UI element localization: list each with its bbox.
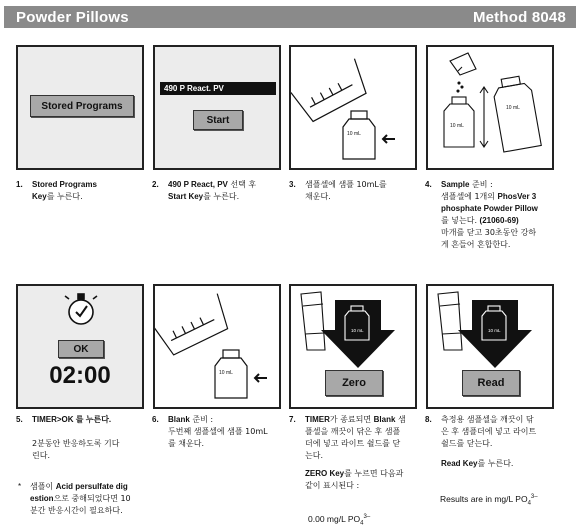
step-6: 6. Blank 준비 : 두번째 샘플셀에 샘플 10mL 를 채운다. [152,415,268,448]
start-button[interactable]: Start [193,110,243,130]
zero-button[interactable]: Zero [325,370,383,396]
step-2: 2. 490 P React, PV 선택 후 Start Key를 누른다. [152,180,257,201]
bottle-label: 10 mL [347,131,361,137]
bottle-label-b: 10 mL [506,105,520,111]
add-reagent-illustration [428,47,554,170]
stored-programs-button[interactable]: Stored Programs [30,95,134,117]
page-header [4,6,576,28]
timer-display: 02:00 [49,362,111,389]
panel-1 [16,45,144,170]
panel-6 [153,284,281,409]
bottle-label-a: 10 mL [450,123,464,129]
footnote: * 샘플이 Acid persulfate dig estion으로 중해되었다면 10 분간 반응시간이 필요하다. [18,482,131,515]
panel-2 [153,45,281,170]
zero-result-reading: 0.00 mg/L $PO_4^{3-}$ [308,514,371,527]
step-7: 7. TIMER가 종료되면 Blank 샘 플셀을 깨끗이 닦은 후 샘플 더에 넣고 라이트 쉴드를 닫 는다. ZERO Key를 누르면 다음과 같이 표시된다 : [289,415,406,490]
header-title: Powder Pillows [16,8,129,26]
panel-5 [16,284,144,409]
panel-3 [289,45,417,170]
step-5: 5. TIMER>OK 를 누른다. 2분동안 반응하도록 기다 린다. [16,415,120,460]
pour-sample-illustration [291,47,417,170]
read-result-units: Results are in mg/L $PO_4^{3-}$ [440,494,538,507]
ok-button[interactable]: OK [58,340,104,358]
pour-blank-illustration [155,286,281,409]
program-selection-bar[interactable]: 490 P React. PV [160,82,276,95]
read-button[interactable]: Read [462,370,520,396]
bottle-label: 10 mL [351,328,364,333]
step-3: 3. 샘플셀에 샘플 10mL를 채운다. [289,180,387,201]
step-4: 4. Sample 준비 : 샘플셀에 1개의 PhosVer 3 phosphate Powder Pillow 를 넣는다. (21060-69) 마개를 닫고 30초동안 강하 게 흔들어 혼합한다. [425,180,538,249]
method-number: Method 8048 [472,8,566,26]
panel-8 [426,284,554,409]
step-8: 8. 측정용 샘플셀을 깨끗이 닦 은 후 샘플더에 넣고 라이트 쉴드를 닫는다. Read Key를 누른다. [425,415,537,468]
panel-7 [289,284,417,409]
bottle-label: 10 mL [219,370,233,376]
step-1: 1. Stored Programs Key를 누른다. [16,180,97,201]
panel-4 [426,45,554,170]
bottle-label: 10 mL [488,328,501,333]
